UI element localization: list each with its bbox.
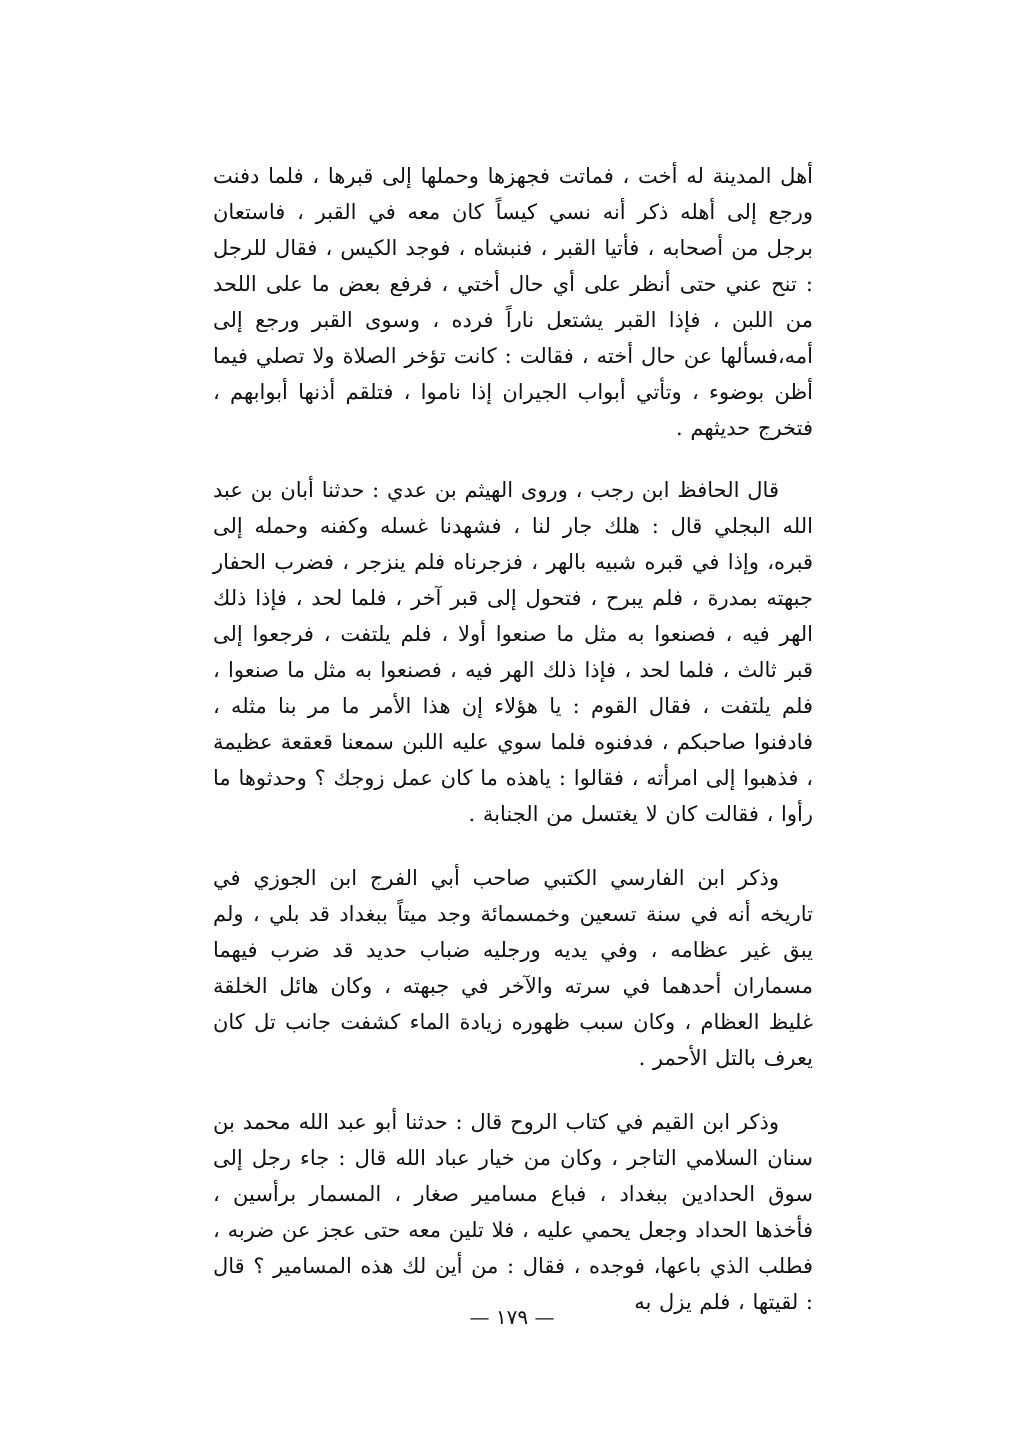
- page-number: — ١٧٩ —: [469, 1305, 555, 1329]
- paragraph-1: أهل المدينة له أخت ، فماتت فجهزها وحملها إلى قبرها ، فلما دفنت ورجع إلى أهله ذكر أنه نسي كيساً كان معه في القبر ، فاستعان برجل من أصحابه ، فأتيا القبر ، فنبشاه ، فوجد الكيس ، فقال للرجل : تنح عني حتى أنظر على أي حال أختي ، فرفع بعض ما على اللحد من اللبن ، فإذا القبر يشتعل ناراً فرده ، وسوى القبر ورجع إلى أمه،فسألها عن حال أخته ، فقالت : كانت تؤخر الصلاة ولا تصلي فيما أظن بوضوء ، وتأتي أبواب الجيران إذا ناموا ، فتلقم أذنها أبوابهم ، فتخرج حديثهم .: [213, 164, 813, 440]
- body-text: [213, 158, 813, 1348]
- paragraph-2: قال الحافظ ابن رجب ، وروى الهيثم بن عدي : حدثنا أبان بن عبد الله البجلي قال : هلك جار لنا ، فشهدنا غسله وكفنه وحمله إلى قبره، وإذا في قبره شبيه بالهر ، فزجرناه فلم ينزجر ، فضرب الحفار جبهته بمدرة ، فلم يبرح ، فتحول إلى قبر آخر ، فلما لحد ، فإذا ذلك الهر فيه ، فصنعوا به مثل ما صنعوا أولا ، فلم يلتفت ، فرجعوا إلى قبر ثالث ، فلما لحد ، فإذا ذلك الهر فيه ، فصنعوا به مثل ما صنعوا ، فلم يلتفت ، فقال القوم : يا هؤلاء إن هذا الأمر ما مر بنا مثله ، فادفنوا صاحبكم ، فدفنوه فلما سوي عليه اللبن سمعنا قعقعة عظيمة ، فذهبوا إلى امرأته ، فقالوا : ياهذه ما كان عمل زوجك ؟ وحدثوها ما رأوا ، فقالت كان لا يغتسل من الجنابة .: [213, 478, 813, 826]
- paragraph-3: وذكر ابن الفارسي الكتبي صاحب أبي الفرج ابن الجوزي في تاريخه أنه في سنة تسعين وخمسمائة وجد ميتاً ببغداد قد بلي ، ولم يبق غير عظامه ، وفي يديه ورجليه ضباب حديد قد ضرب فيهما مسماران أحدهما في سرته والآخر في جبهته ، وكان هائل الخلقة غليظ العظام ، وكان سبب ظهوره زيادة الماء كشفت جانب تل كان يعرف بالتل الأحمر .: [213, 866, 813, 1070]
- paragraph-4: وذكر ابن القيم في كتاب الروح قال : حدثنا أبو عبد الله محمد بن سنان السلامي التاجر ، وكان من خيار عباد الله قال : جاء رجل إلى سوق الحدادين ببغداد ، فباع مسامير صغار ، المسمار برأسين ، فأخذها الحداد وجعل يحمي عليه ، فلا تلين معه حتى عجز عن ضربه ، فطلب الذي باعها، فوجده ، فقال : من أين لك هذه المسامير ؟ قال : لقيتها ، فلم يزل به: [213, 1110, 813, 1314]
